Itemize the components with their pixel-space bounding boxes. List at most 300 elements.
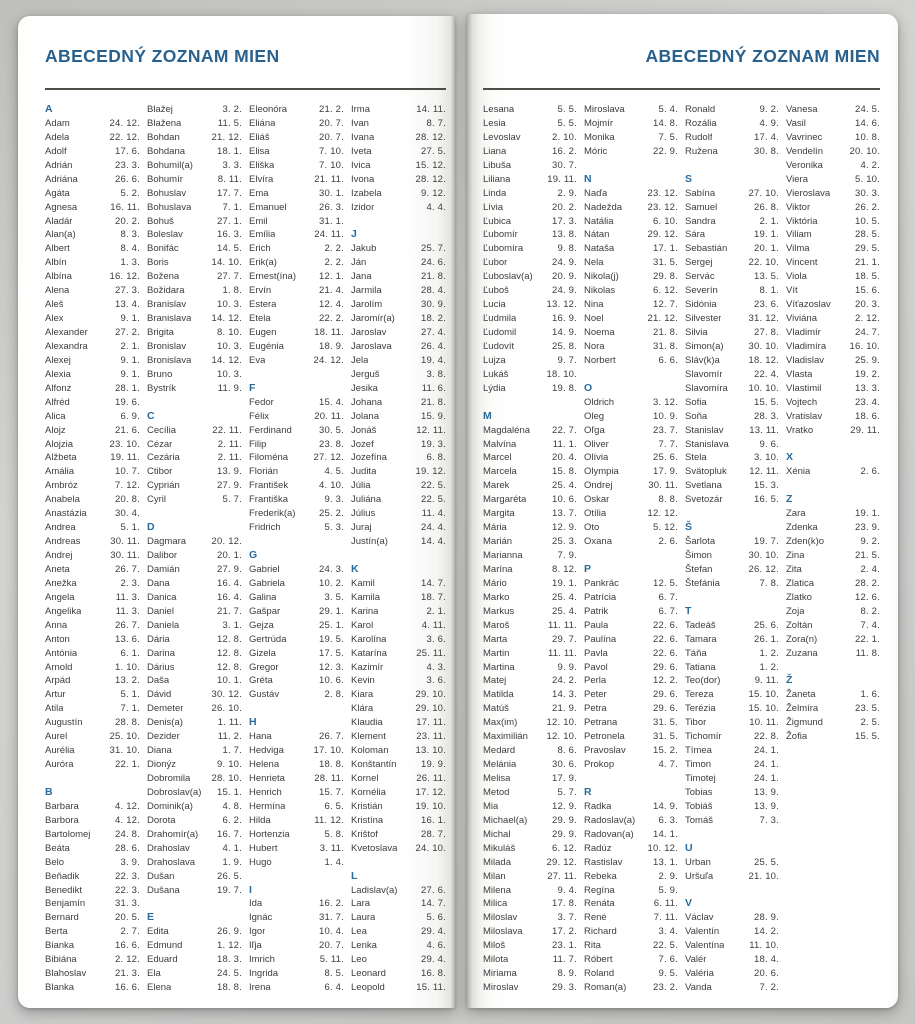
name-date: 29. 10. — [415, 689, 446, 701]
name-column — [584, 103, 678, 995]
name-label: Michal — [483, 828, 511, 840]
name-label: Šarlota — [685, 536, 716, 548]
name-date: 19. 5. — [319, 633, 344, 645]
letter-header: T — [685, 604, 692, 617]
name-row — [685, 633, 779, 647]
name-row — [685, 967, 779, 981]
name-row — [351, 326, 446, 340]
name-label: Valéria — [685, 968, 714, 980]
name-date: 2. 10. — [552, 131, 577, 143]
name-date: 15. 3. — [754, 480, 779, 492]
name-date: 12. 10. — [546, 717, 577, 729]
spacer-row — [249, 368, 344, 382]
name-date: 23. 4. — [855, 396, 880, 408]
name-row — [249, 117, 344, 131]
name-row — [685, 661, 779, 675]
name-row — [249, 479, 344, 493]
name-label: Alojz — [45, 424, 66, 436]
name-label: Juraj — [351, 522, 372, 534]
name-label: Slavomír — [685, 368, 723, 380]
name-label: Filip — [249, 438, 267, 450]
name-date: 8. 9. — [557, 968, 577, 980]
name-label: Berta — [45, 926, 68, 938]
name-label: Noel — [584, 313, 604, 325]
name-date: 15. 10. — [748, 689, 779, 701]
name-label: Zina — [786, 550, 805, 561]
name-row — [483, 674, 577, 688]
name-label: Albín — [45, 257, 67, 269]
name-row — [45, 507, 140, 521]
name-date: 26. 9. — [217, 926, 242, 938]
name-date: 28. 10. — [211, 773, 242, 784]
name-date: 25. 4. — [552, 480, 577, 492]
name-label: Anabela — [45, 494, 80, 506]
name-row — [147, 340, 242, 354]
name-row — [584, 438, 678, 452]
name-row — [45, 535, 140, 549]
name-row — [147, 716, 242, 730]
name-label: Ľubor — [483, 257, 508, 269]
name-label: Želmíra — [786, 703, 819, 715]
letter-header: N — [584, 172, 592, 185]
name-row — [147, 563, 242, 577]
name-row — [786, 145, 880, 159]
name-label: Klement — [351, 731, 386, 743]
name-label: Irena — [249, 982, 271, 994]
name-row — [483, 647, 577, 661]
name-label: Anna — [45, 619, 68, 631]
name-label: Valentín — [685, 926, 720, 938]
name-date: 12. 10. — [546, 731, 577, 743]
name-row — [685, 312, 779, 326]
name-date: 29. 5. — [855, 243, 880, 255]
name-label: Václav — [685, 912, 714, 924]
name-label: Ľuboslav(a) — [483, 271, 533, 283]
name-label: Cezária — [147, 452, 180, 464]
name-row — [249, 856, 344, 870]
name-date: 24. 5. — [855, 104, 880, 115]
name-date: 19. 12. — [415, 466, 446, 478]
name-label: Alan(a) — [45, 229, 76, 241]
name-row — [45, 814, 140, 828]
name-row — [45, 967, 140, 981]
spacer-row — [685, 507, 779, 521]
name-row — [685, 479, 779, 493]
name-label: Milena — [483, 884, 511, 896]
name-row — [351, 424, 446, 438]
name-date: 19. 7. — [754, 536, 779, 548]
name-row — [584, 897, 678, 911]
name-row — [483, 215, 577, 229]
name-date: 12. 1. — [319, 271, 344, 283]
name-date: 11. 11. — [547, 619, 577, 631]
name-date: 13. 5. — [754, 271, 779, 283]
name-row — [483, 953, 577, 967]
name-label: Oliver — [584, 438, 609, 450]
name-date: 8. 12. — [552, 563, 577, 575]
name-date: 22. 5. — [653, 940, 678, 952]
spacer-row — [249, 535, 344, 549]
name-date: 25. 4. — [552, 591, 577, 603]
name-label: Edmund — [147, 940, 183, 952]
name-row — [147, 870, 242, 884]
name-label: Vilma — [786, 243, 810, 255]
name-label: Arpád — [45, 675, 71, 687]
name-date: 26. 12. — [748, 563, 779, 575]
name-label: Zdenka — [786, 522, 818, 534]
name-row — [351, 925, 446, 939]
name-column — [147, 103, 242, 995]
name-label: Rita — [584, 940, 601, 952]
name-date: 14. 3. — [552, 689, 577, 701]
name-row — [483, 758, 577, 772]
name-label: Erich — [249, 243, 271, 255]
name-date: 7. 3. — [759, 814, 779, 826]
letter-header: M — [483, 409, 492, 422]
name-label: Nina — [584, 299, 604, 311]
name-date: 6. 1. — [120, 647, 140, 659]
name-label: Anton — [45, 633, 70, 645]
name-date: 16. 3. — [217, 229, 242, 241]
name-date: 11. 8. — [855, 647, 880, 659]
name-row — [147, 145, 242, 159]
name-row — [786, 633, 880, 647]
name-row — [249, 925, 344, 939]
name-row — [685, 856, 779, 870]
name-row — [45, 577, 140, 591]
name-label: Belo — [45, 856, 65, 868]
name-row — [584, 953, 678, 967]
name-row — [249, 911, 344, 925]
name-row — [147, 479, 242, 493]
name-label: Dorota — [147, 814, 176, 826]
name-date: 27. 6. — [421, 884, 446, 896]
name-row — [351, 688, 446, 702]
name-label: Silvia — [685, 327, 708, 338]
name-date: 1. 3. — [120, 257, 140, 269]
name-date: 3. 7. — [557, 912, 577, 924]
name-label: Dobromila — [147, 773, 191, 784]
name-row — [786, 507, 880, 521]
name-label: Ivan — [351, 117, 369, 129]
name-label: Maroš — [483, 619, 510, 631]
name-date: 29. 9. — [552, 814, 577, 826]
name-row — [45, 326, 140, 340]
name-date: 12. 12. — [647, 508, 678, 520]
name-row — [483, 716, 577, 730]
name-date: 1. 10. — [115, 661, 140, 673]
name-date: 28. 2. — [855, 577, 880, 589]
name-date: 1. 9. — [222, 856, 242, 868]
name-date: 10. 2. — [319, 577, 344, 589]
name-date: 29. 4. — [421, 954, 446, 966]
name-date: 6. 7. — [658, 605, 678, 617]
name-label: Max(im) — [483, 717, 518, 729]
name-label: Ľubomíra — [483, 243, 524, 255]
name-label: Leo — [351, 954, 367, 966]
name-date: 11. 6. — [421, 382, 446, 394]
name-row — [685, 298, 779, 312]
name-row — [786, 103, 880, 117]
name-label: Bernard — [45, 912, 79, 924]
name-date: 24. 7. — [855, 327, 880, 338]
name-label: Juliána — [351, 494, 382, 506]
name-row — [483, 187, 577, 201]
name-label: Alexej — [45, 354, 71, 366]
name-date: 24. 10. — [415, 842, 446, 854]
name-label: Dalibor — [147, 550, 178, 561]
name-row — [249, 967, 344, 981]
name-row — [351, 647, 446, 661]
name-date: 8. 4. — [120, 243, 140, 255]
name-label: Tereza — [685, 689, 714, 701]
name-row — [45, 256, 140, 270]
name-row — [147, 661, 242, 675]
name-date: 1. 12. — [217, 940, 242, 952]
name-date: 22. 8. — [754, 731, 779, 743]
name-row — [351, 981, 446, 995]
name-date: 9. 3. — [324, 494, 344, 506]
name-label: Aleš — [45, 299, 64, 311]
name-row — [45, 451, 140, 465]
spacer-row — [45, 772, 140, 786]
name-label: Sandra — [685, 215, 716, 227]
name-date: 22. 4. — [754, 368, 779, 380]
name-row — [786, 424, 880, 438]
name-label: Božena — [147, 271, 180, 283]
name-label: Renáta — [584, 898, 615, 910]
name-row — [685, 340, 779, 354]
name-label: Arnold — [45, 661, 73, 673]
name-date: 19. 11. — [547, 173, 577, 185]
name-date: 11. 12. — [314, 814, 344, 826]
name-row — [685, 814, 779, 828]
spacer-row — [685, 159, 779, 173]
name-row — [584, 967, 678, 981]
name-label: Olympia — [584, 466, 619, 478]
name-date: 10. 3. — [217, 368, 242, 380]
name-label: Radovan(a) — [584, 828, 634, 840]
name-label: Eliáš — [249, 131, 270, 143]
name-date: 5. 9. — [658, 884, 678, 896]
name-label: Nadežda — [584, 201, 623, 213]
name-date: 22. 1. — [115, 759, 140, 771]
name-label: Kamila — [351, 591, 381, 603]
name-date: 18. 4. — [754, 954, 779, 966]
name-row — [786, 563, 880, 577]
name-date: 16. 1. — [421, 814, 446, 826]
name-label: Viera — [786, 173, 809, 185]
name-row — [483, 103, 577, 117]
name-label: Mária — [483, 522, 507, 534]
name-label: Lesia — [483, 117, 506, 129]
name-row — [685, 758, 779, 772]
name-date: 30. 6. — [552, 759, 577, 771]
name-label: Alexander — [45, 327, 88, 338]
name-row — [483, 479, 577, 493]
name-row — [45, 354, 140, 368]
name-label: Ondrej — [584, 480, 613, 492]
spacer-row — [584, 368, 678, 382]
name-row — [45, 368, 140, 382]
name-date: 6. 5. — [324, 800, 344, 812]
name-date: 9. 1. — [120, 368, 140, 380]
name-label: Edita — [147, 926, 169, 938]
name-row — [351, 953, 446, 967]
page-title: ABECEDNÝ ZOZNAM MIEN — [645, 46, 880, 66]
name-date: 29. 8. — [653, 271, 678, 283]
name-row — [147, 674, 242, 688]
name-label: Drahoslava — [147, 856, 196, 868]
name-date: 6. 7. — [658, 591, 678, 603]
name-row — [45, 424, 140, 438]
name-date: 19. 3. — [421, 438, 446, 450]
name-label: Jesika — [351, 382, 378, 394]
name-date: 21. 3. — [115, 968, 140, 980]
name-label: Ivona — [351, 173, 375, 185]
name-date: 6. 11. — [653, 898, 678, 910]
name-row — [45, 312, 140, 326]
name-date: 7. 8. — [759, 577, 779, 589]
name-label: Sidónia — [685, 299, 717, 311]
name-label: Bonifác — [147, 243, 179, 255]
name-date: 5. 8. — [324, 828, 344, 840]
name-row — [584, 424, 678, 438]
name-row — [351, 730, 446, 744]
name-column — [351, 103, 446, 995]
name-label: Bohdana — [147, 145, 186, 157]
name-row — [351, 674, 446, 688]
name-label: Kazimír — [351, 661, 384, 673]
name-label: Bystrík — [147, 382, 177, 394]
name-label: Vlasta — [786, 368, 813, 380]
name-label: Margita — [483, 508, 515, 520]
name-date: 19. 11. — [110, 452, 140, 464]
name-date: 13. 10. — [415, 745, 446, 757]
name-row — [249, 493, 344, 507]
name-row — [249, 438, 344, 452]
name-date: 6. 3. — [658, 814, 678, 826]
name-date: 18. 2. — [421, 313, 446, 325]
name-label: Alexia — [45, 368, 71, 380]
name-date: 1. 8. — [222, 285, 242, 297]
name-date: 1. 4. — [324, 856, 344, 868]
name-label: Anežka — [45, 577, 77, 589]
name-label: Slavomíra — [685, 382, 728, 394]
name-date: 9. 12. — [421, 187, 446, 199]
name-date: 12. 5. — [653, 577, 678, 589]
name-row — [249, 758, 344, 772]
name-date: 23. 2. — [653, 982, 678, 994]
name-date: 14. 12. — [211, 354, 242, 366]
name-row — [45, 145, 140, 159]
name-label: Viktória — [786, 215, 818, 227]
name-date: 17. 5. — [319, 647, 344, 659]
name-row — [249, 814, 344, 828]
name-row — [351, 939, 446, 953]
name-date: 29. 6. — [653, 661, 678, 673]
name-row — [147, 298, 242, 312]
name-row — [147, 577, 242, 591]
name-date: 11. 9. — [217, 382, 242, 394]
name-label: Elisa — [249, 145, 270, 157]
name-date: 3. 3. — [222, 159, 242, 171]
name-row — [147, 256, 242, 270]
name-label: Alfréd — [45, 396, 70, 408]
name-label: Helena — [249, 759, 280, 771]
name-date: 8. 2. — [860, 605, 880, 617]
name-row — [786, 159, 880, 173]
name-label: Aneta — [45, 563, 70, 575]
name-date: 27. 8. — [754, 327, 779, 338]
name-label: Marianna — [483, 550, 523, 561]
name-row — [351, 521, 446, 535]
name-row — [786, 535, 880, 549]
name-date: 4. 9. — [759, 117, 779, 129]
name-date: 18. 9. — [319, 340, 344, 352]
name-row — [45, 856, 140, 870]
name-date: 9. 9. — [557, 661, 577, 673]
name-date: 2. 12. — [115, 954, 140, 966]
name-row — [685, 619, 779, 633]
name-label: Eva — [249, 354, 266, 366]
name-row — [147, 591, 242, 605]
name-date: 5. 7. — [222, 494, 242, 506]
name-row — [45, 284, 140, 298]
name-row — [786, 730, 880, 744]
name-label: Jaroslav — [351, 327, 387, 338]
name-label: Etela — [249, 313, 271, 325]
name-date: 7. 6. — [658, 954, 678, 966]
name-date: 23. 11. — [416, 731, 446, 743]
name-date: 17. 10. — [313, 745, 344, 757]
name-label: Jaroslava — [351, 340, 392, 352]
name-row — [483, 382, 577, 396]
name-date: 19. 1. — [855, 508, 880, 520]
name-label: Metod — [483, 786, 510, 798]
name-label: Beňadik — [45, 870, 80, 882]
name-row — [584, 981, 678, 995]
name-date: 13. 9. — [217, 466, 242, 478]
name-row — [584, 215, 678, 229]
name-row — [685, 563, 779, 577]
name-label: Roland — [584, 968, 615, 980]
spacer-row — [249, 870, 344, 884]
name-date: 14. 1. — [653, 828, 678, 840]
name-date: 31. 8. — [653, 340, 678, 352]
letter-header: Z — [786, 493, 793, 506]
name-label: Oxana — [584, 536, 612, 548]
name-label: Blanka — [45, 982, 75, 994]
name-row — [786, 340, 880, 354]
name-label: Igor — [249, 926, 266, 938]
name-date: 20. 8. — [115, 494, 140, 506]
name-date: 2. 2. — [324, 243, 344, 255]
name-row — [249, 312, 344, 326]
name-label: Naďa — [584, 187, 608, 199]
name-label: Božidara — [147, 285, 185, 297]
name-label: Vanesa — [786, 104, 818, 115]
name-date: 7. 1. — [222, 201, 242, 213]
name-row — [45, 925, 140, 939]
name-row — [45, 591, 140, 605]
name-row — [45, 396, 140, 410]
name-label: Gabriela — [249, 577, 285, 589]
name-date: 24. 5. — [217, 968, 242, 980]
name-date: 9. 7. — [557, 354, 577, 366]
name-row — [351, 842, 446, 856]
name-row — [45, 521, 140, 535]
